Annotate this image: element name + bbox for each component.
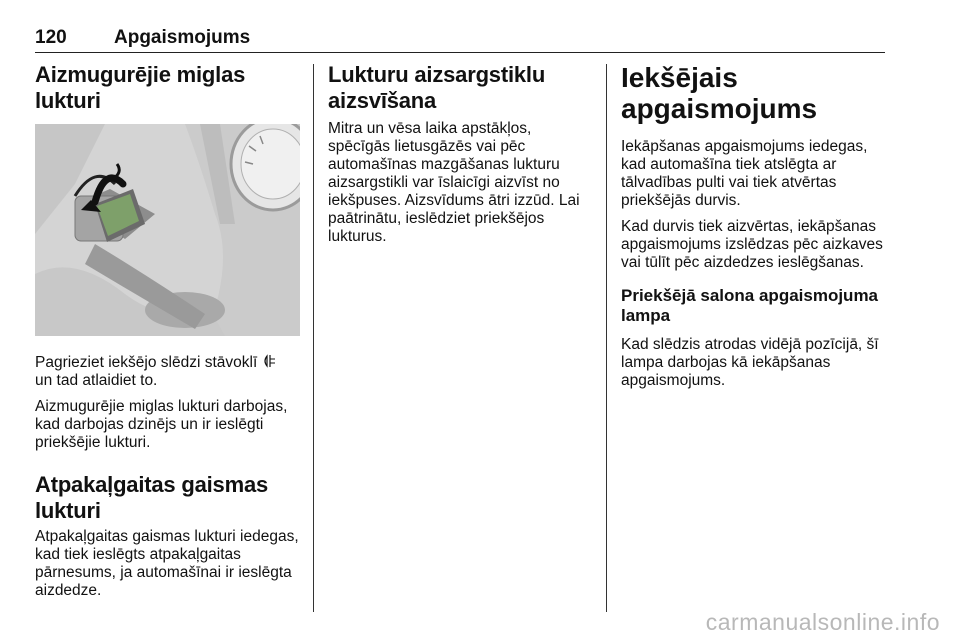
paragraph-entry-lighting-on: Iekāpšanas apgaismojums iedegas, kad automašīna tiek atslēgta ar tālvadības pulti vai tiek atvērtas priekšējās durvis. <box>621 138 868 209</box>
column-2 <box>328 62 593 246</box>
paragraph-headlight-fogging: Mitra un vēsa laika apstākļos, spēcīgās lietusgāzēs vai pēc automašīnas mazgāšanas lukturu aizsargstikli var īslaicīgi aizvīst no iekšpuses. Aizsvīdums ātri izzūd. Lai paātrinātu, ieslēdziet priekšējos lukturus. <box>328 120 580 245</box>
light-switch-illustration-svg <box>35 124 300 336</box>
paragraph <box>35 354 300 390</box>
subheading-front-courtesy-light: Priekšējā salona apgaismojuma lampa <box>621 286 879 325</box>
watermark: carmanualsonline.info <box>705 609 940 635</box>
paragraph-reverse-lights: Atpakaļgaitas gaismas lukturi iedegas, kad tiek ieslēgts atpakaļgaitas pārnesums, ja automašīnai ir ieslēgta aizdedze. <box>35 528 299 599</box>
column-3 <box>621 62 889 390</box>
paragraph-entry-lighting-off: Kad durvis tiek aizvērtas, iekāpšanas apgaismojums izslēdzas pēc aizkaves vai tūlīt pēc aizdedzes ieslēgšanas. <box>621 218 883 271</box>
chapter-title: Apgaismojums <box>114 27 251 48</box>
section-heading-rear-fog: Aizmugurējie miglas lukturi <box>35 62 246 113</box>
column-divider <box>606 64 607 612</box>
section-heading-reverse-lights: Atpakaļgaitas gaismas lukturi <box>35 472 269 523</box>
light-switch-illustration <box>35 124 300 336</box>
section-heading-headlight-fogging: Lukturu aizsargstiklu aizsvīšana <box>328 62 546 113</box>
paragraph-rear-fog-conditions: Aizmugurējie miglas lukturi darbojas, kad darbojas dzinējs un ir ieslēgti priekšējie lukturi. <box>35 398 288 451</box>
column-divider <box>313 64 314 612</box>
paragraph-text: Pagrieziet iekšējo slēdzi stāvoklī <box>35 354 258 371</box>
paragraph-text-2: un tad atlaidiet to. <box>35 372 158 389</box>
page-number: 120 <box>35 27 67 48</box>
rear-fog-light-icon <box>262 354 276 368</box>
paragraph-front-courtesy-light: Kad slēdzis atrodas vidējā pozīcijā, šī lampa darbojas kā iekāpšanas apgaismojums. <box>621 336 879 389</box>
page-header <box>35 24 885 53</box>
section-heading-interior-lighting: Iekšējais apgaismojums <box>621 62 818 124</box>
column-1 <box>35 62 300 600</box>
